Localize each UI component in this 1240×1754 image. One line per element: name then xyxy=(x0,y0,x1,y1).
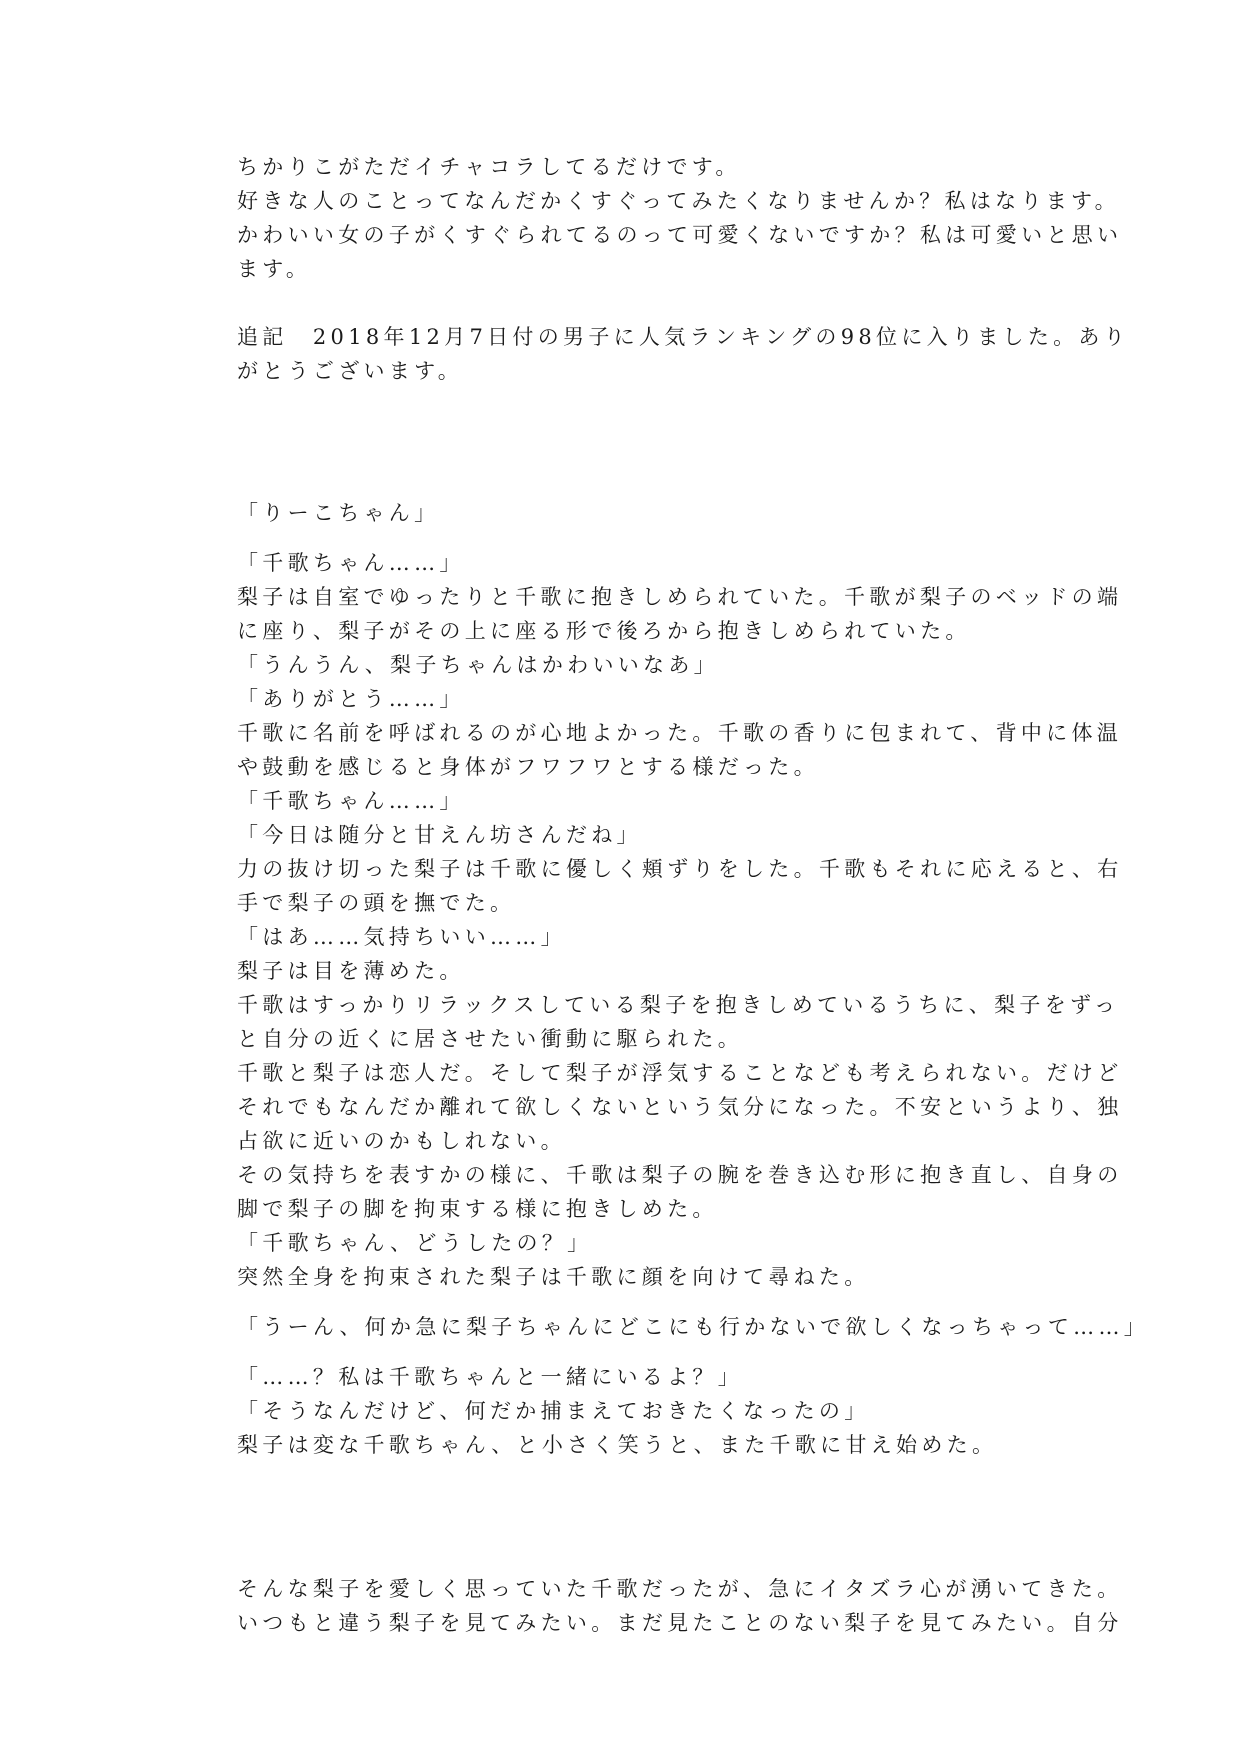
story-line: それでもなんだか離れて欲しくないという気分になった。不安というより、独 xyxy=(237,1095,1123,1119)
postscript-line: がとうございます。 xyxy=(237,359,464,383)
story-line: 梨子は目を薄めた。 xyxy=(237,959,465,983)
story-line: 脚で梨子の脚を拘束する様に抱きしめた。 xyxy=(237,1197,718,1221)
story-line: と自分の近くに居させたい衝動に駆られた。 xyxy=(237,1027,743,1051)
intro-line: 好きな人のことってなんだかくすぐってみたくなりませんか？私はなります。 xyxy=(237,189,1120,213)
story-line: 「千歌ちゃん……」 xyxy=(237,789,465,813)
story-line: 「そうなんだけど、何だか捕まえておきたくなったの」 xyxy=(237,1399,870,1423)
story-line: その気持ちを表すかの様に、千歌は梨子の腕を巻き込む形に抱き直し、自身の xyxy=(237,1163,1123,1187)
story-line: 「りーこちゃん」 xyxy=(237,501,440,525)
story-line: 梨子は変な千歌ちゃん、と小さく笑うと、また千歌に甘え始めた。 xyxy=(237,1433,998,1457)
story-line: 「うーん、何か急に梨子ちゃんにどこにも行かないで欲しくなっちゃって……」 xyxy=(237,1315,1150,1339)
story-line: 「千歌ちゃん、どうしたの？」 xyxy=(237,1231,593,1255)
story-line: 「ありがとう……」 xyxy=(237,687,465,711)
story-line: 占欲に近いのかもしれない。 xyxy=(237,1129,566,1153)
story-line: 「はあ……気持ちいい……」 xyxy=(237,925,566,949)
story-line: に座り、梨子がその上に座る形で後ろから抱きしめられていた。 xyxy=(237,619,971,643)
intro-line: かわいい女の子がくすぐられてるのって可愛くないですか？私は可愛いと思い xyxy=(237,223,1123,247)
story-line: 千歌と梨子は恋人だ。そして梨子が浮気することなども考えられない。だけど xyxy=(237,1061,1123,1085)
story-line: そんな梨子を愛しく思っていた千歌だったが、急にイタズラ心が湧いてきた。 xyxy=(237,1577,1123,1601)
story-line: 千歌に名前を呼ばれるのが心地よかった。千歌の香りに包まれて、背中に体温 xyxy=(237,721,1123,745)
story-line: 突然全身を拘束された梨子は千歌に顔を向けて尋ねた。 xyxy=(237,1265,870,1289)
story-line: 力の抜け切った梨子は千歌に優しく頬ずりをした。千歌もそれに応えると、右 xyxy=(237,857,1123,881)
story-line: 梨子は自室でゆったりと千歌に抱きしめられていた。千歌が梨子のベッドの端 xyxy=(237,585,1123,609)
story-line: 「……？私は千歌ちゃんと一緒にいるよ？」 xyxy=(237,1365,743,1389)
story-line: 「うんうん、梨子ちゃんはかわいいなあ」 xyxy=(237,653,719,677)
postscript-line: 追記 2018年12月7日付の男子に人気ランキングの98位に入りました。あり xyxy=(237,325,1130,349)
story-line: 「千歌ちゃん……」 xyxy=(237,551,465,575)
story-line: 「今日は随分と甘えん坊さんだね」 xyxy=(237,823,642,847)
intro-line: ます。 xyxy=(237,257,312,281)
story-line: いつもと違う梨子を見てみたい。まだ見たことのない梨子を見てみたい。自分 xyxy=(237,1611,1123,1635)
story-line: 千歌はすっかりリラックスしている梨子を抱きしめているうちに、梨子をずっ xyxy=(237,993,1120,1017)
intro-line: ちかりこがただイチャコラしてるだけです。 xyxy=(237,155,741,179)
story-line: 手で梨子の頭を撫でた。 xyxy=(237,891,516,915)
story-line: や鼓動を感じると身体がフワフワとする様だった。 xyxy=(237,755,819,779)
